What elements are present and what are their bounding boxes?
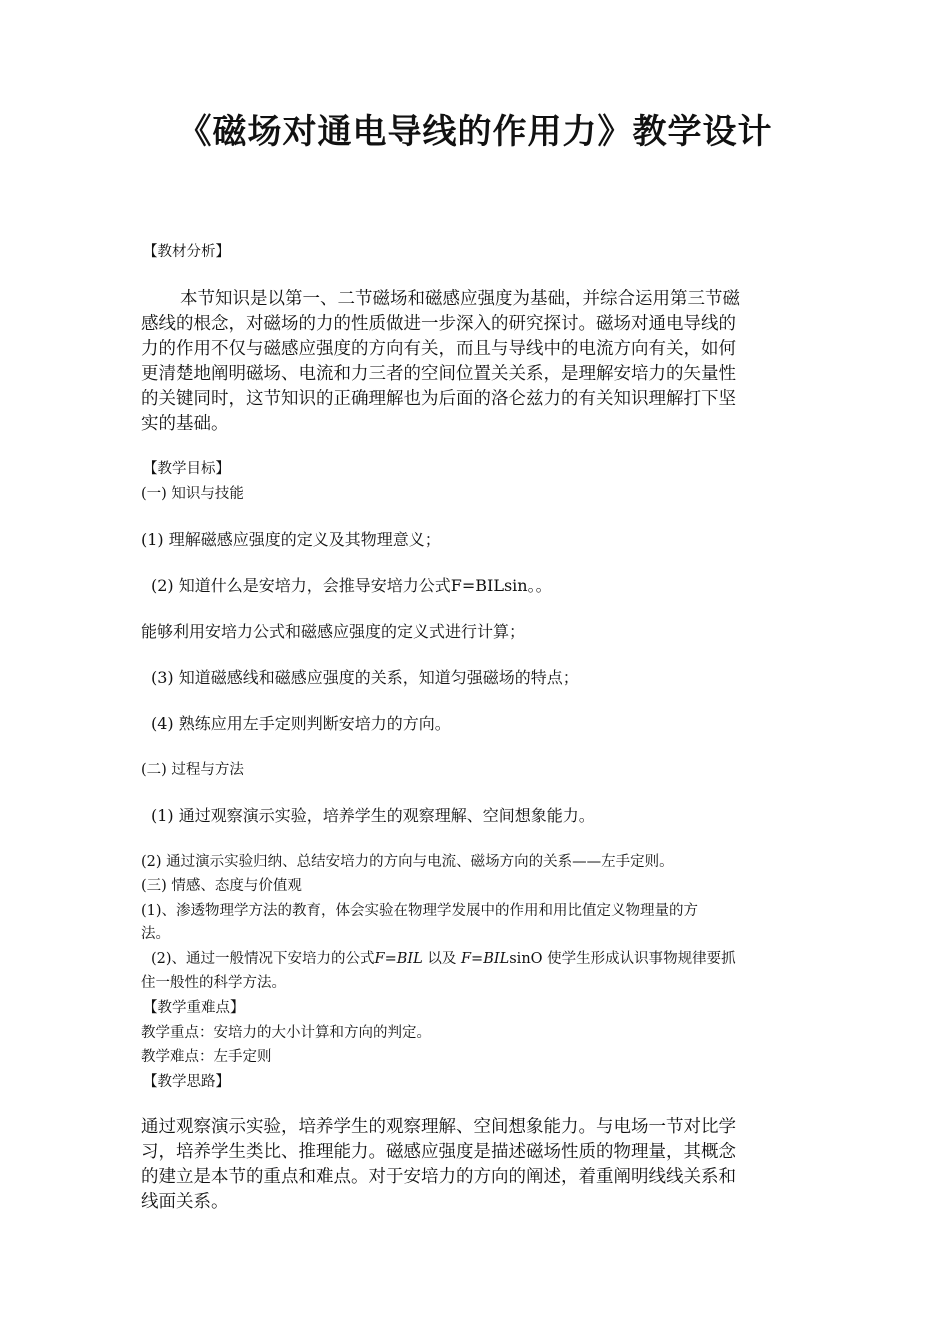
approach-heading: 【教学思路】 <box>143 1074 230 1090</box>
knowledge-item-4: (4) 熟练应用左手定则判断安培力的方向。 <box>151 714 451 733</box>
objectives-heading: 【教学目标】 <box>143 461 230 477</box>
key-point-text: 教学重点：安培力的大小计算和方向的判定。 <box>141 1025 431 1041</box>
analysis-line-2: 感线的根念，对磁场的力的性质做进一步深入的研究探讨。磁场对通电导线的 <box>141 314 736 334</box>
values-item-2 <box>151 947 736 968</box>
values-item-2-continued: 住一般性的科学方法。 <box>141 975 286 991</box>
analysis-line-5: 的关键同时，这节知识的正确理解也为后面的洛仑兹力的有关知识理解打下坚 <box>141 389 736 409</box>
formula-ampere-general: F=BIL <box>461 951 510 967</box>
knowledge-item-2: (2) 知道什么是安培力，会推导安培力公式F=BILsin。。 <box>151 576 552 595</box>
objectives-section-3: (三) 情感、态度与价值观 <box>141 878 302 894</box>
key-points-heading: 【教学重难点】 <box>143 1000 245 1016</box>
values-item-1: (1)、渗透物理学方法的教育，体会实验在物理学发展中的作用和用比值定义物理量的方 <box>141 903 699 919</box>
analysis-line-6: 实的基础。 <box>141 414 229 434</box>
objectives-section-2: (二) 过程与方法 <box>141 762 244 778</box>
values-item-2-prefix: (2)、通过一般情况下安培力的公式 <box>151 951 375 967</box>
knowledge-item-2-continued: 能够利用安培力公式和磁感应强度的定义式进行计算； <box>141 622 526 641</box>
approach-line-2: 习，培养学生类比、推理能力。磁感应强度是描述磁场性质的物理量，其概念 <box>141 1142 736 1162</box>
formula-ampere-basic: F=BIL <box>374 951 423 967</box>
process-item-1: (1) 通过观察演示实验，培养学生的观察理解、空间想象能力。 <box>151 806 595 825</box>
approach-line-3: 的建立是本节的重点和难点。对于安培力的方向的阐述，着重阐明线线关系和 <box>141 1167 736 1187</box>
formula-ampere-general-sin: sinO <box>509 951 543 967</box>
values-item-2-connector: 以及 <box>427 951 457 967</box>
knowledge-item-1: (1) 理解磁感应强度的定义及其物理意义； <box>141 530 441 549</box>
objectives-section-1: (一) 知识与技能 <box>141 486 244 502</box>
difficult-point-text: 教学难点：左手定则 <box>141 1049 272 1065</box>
analysis-line-4: 更清楚地阐明磁场、电流和力三者的空间位置关关系，是理解安培力的矢量性 <box>141 364 736 384</box>
values-item-1-continued: 法。 <box>141 926 170 942</box>
knowledge-item-3: (3) 知道磁感线和磁感应强度的关系，知道匀强磁场的特点； <box>151 668 579 687</box>
approach-line-1: 通过观察演示实验，培养学生的观察理解、空间想象能力。与电场一节对比学 <box>141 1117 736 1137</box>
analysis-line-1: 本节知识是以第一、二节磁场和磁感应强度为基础，并综合运用第三节磁 <box>180 289 740 309</box>
analysis-line-3: 力的作用不仅与磁感应强度的方向有关，而且与导线中的电流方向有关，如何 <box>141 339 736 359</box>
values-item-2-suffix: 使学生形成认识事物规律要抓 <box>547 951 736 967</box>
approach-line-4: 线面关系。 <box>141 1192 229 1212</box>
process-item-2: (2) 通过演示实验归纳、总结安培力的方向与电流、磁场方向的关系——左手定则。 <box>141 854 674 870</box>
analysis-heading: 【教材分析】 <box>143 244 230 260</box>
document-title: 《磁场对通电导线的作用力》教学设计 <box>177 112 773 152</box>
